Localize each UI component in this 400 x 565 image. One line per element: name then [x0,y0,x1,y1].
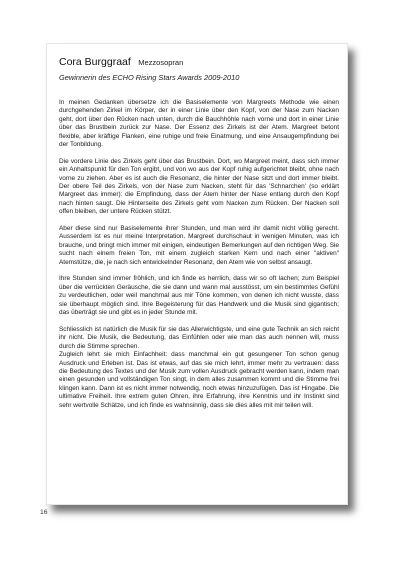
article-header [59,54,339,69]
artist-role: Mezzosopran [138,58,184,67]
paragraph-1: In meinen Gedanken übersetze ich die Basiselemente von Margreets Methode wie einen durchgehenden Zirkel im Körper, der in einer Linie über den Kopf, von der Nase zum Nacken geht, dort über den Rücken nach unten, durch die Bauchhöhle nach vorne und dort in einer Linie über das Brustbein zurück zur Nase. Der Essenz des Zirkels ist der Atem. Margreet betont flexible, aber kräftige Flanken, eine ruhige und freie Einatmung, und eine Ansaugempfindung bei der Tonbildung. [59,99,339,149]
award-subtitle: Gewinnerin des ECHO Rising Stars Awards 2009-2010 [59,73,240,82]
page-number: 16 [40,509,48,516]
paragraph-4: Ihre Stunden sind immer fröhlich, und ich finde es herrlich, dass wir so oft lachen; zum Beispiel über die verrückten Geräusche, die sie dann und wann mal ausstösst, um ein bestimmtes Gefühl zu verdeutlichen, oder weil manchmal aus mir Töne kommen, von denen ich nicht wusste, dass sie überhaupt möglich sind. Ihre Begeisterung für das Handwerk und die Musik sind gigantisch; das überträgt sie und gibt es in jeder Stunde mit. [59,275,339,317]
paragraph-5: Schliesslich ist natürlich die Musik für sie das Allerwichtigste, und eine gute Technik an sich reicht ihr nicht. Die Musik, die Bedeutung, das Einfühlen oder wie man das auch nennen will, muss durch die Stimme sprechen. [59,325,339,350]
paragraph-2: Die vordere Linie des Zirkels geht über das Brustbein. Dort, wo Margreet meint, dass sich immer ein Anhaltspunkt für den Ton ergibt, und von wo aus der Kopf ruhig aufgerichtet bleibt, ohne nach vorne zu ziehen. Aber es ist auch die Resonanz, die hinter der Nase sitzt und dort immer bleibt. Der obere Teil des Zirkels, von der Nase zum Nacken, steht für das 'Schnarchen' (so erklärt Margreet das immer): die Empfindung, dass der Atem hinter der Nase entlang durch den Kopf nach hinten saugt. Die Hinterseite des Zirkels geht vom Nacken zum Rücken. Der Nacken soll offen bleiben, der untere Rücken stützt. [59,157,339,216]
page-content [59,54,339,418]
paragraph-3: Aber diese sind nur Basiselemente ihrer Stunden, und man wird ihr damit nicht völlig gerecht. Ausserdem ist es nur meine Interpretation. Margreet durchschaut in wenigen Minuten, was ich brauche, und bringt mich immer mit einigen, eindeutigen Bemerkungen auf den richtigen Weg. Sie sucht nach einem freien Ton, mit einem zugleich starken Kern und nach einer "aktiven" Atemstütze, die, je nach sich entwickelnder Resonanz, den Atem wie von selbst ansaugt. [59,225,339,266]
artist-name: Cora Burggraaf [59,56,131,68]
paragraph-6: Zugleich lehrt sie mich Einfachheit: dass manchmal ein gut gesungener Ton schon genug Ausdruck und Erleben ist. Das ist etwas, auf das sie mich lehrt, immer mehr zu vertrauen: dass die Bedeutung des Textes und der Musik zum vollen Ausdruck gebracht werden kann, indem man einen gesunden und vollständigen Ton singt, in dem alles zusammen kommt und die Stimme frei klingen kann. Dann ist es nicht immer notwendig, noch etwas hinzuzufügen. Das ist Hingabe. Die ultimative Freiheit. Ihre extrem guten Ohren, ihre Erfahrung, ihre Kenntnis und ihr Instinkt sind sehr wertvolle Schätze, und ich finde es wahnsinnig, dass sie dies alles mit mir teilen will. [59,351,339,409]
document-page [46,43,348,505]
